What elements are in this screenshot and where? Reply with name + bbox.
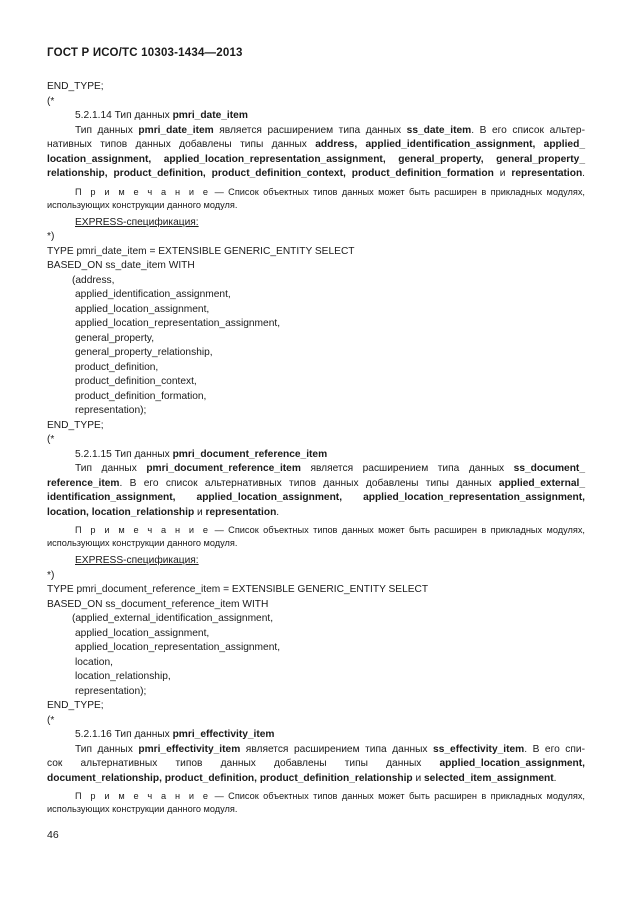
section-heading: 5.2.1.15 Тип данных pmri_document_reference_item bbox=[75, 448, 328, 460]
express-label: EXPRESS-спецификация: bbox=[75, 216, 199, 228]
section-heading: 5.2.1.14 Тип данных pmri_date_item bbox=[75, 110, 248, 121]
note: П р и м е ч а н и е — Список объектных типов данных может быть расширен в прикладных модулях, использующих конструкции данного модуля. bbox=[47, 791, 585, 814]
paragraph-line: reference_item. В его список альтернативных типов данных добавлены типы данных applied_external_ bbox=[47, 477, 585, 489]
end-type: END_TYPE; bbox=[47, 81, 104, 92]
code-based-on: BASED_ON ss_document_reference_item WITH bbox=[47, 598, 269, 610]
code-list bbox=[47, 612, 585, 699]
code-item: general_property_relationship, bbox=[75, 347, 213, 358]
code-item: general_property, bbox=[75, 332, 155, 344]
code-item: applied_location_representation_assignment, bbox=[75, 642, 281, 653]
paragraph-line: Тип данных pmri_date_item является расширением типа данных ss_date_item. В его список альтер- bbox=[75, 124, 585, 136]
code-item: product_definition_formation, bbox=[75, 390, 207, 402]
code-type: TYPE pmri_date_item = EXTENSIBLE GENERIC_ENTITY SELECT bbox=[47, 245, 355, 257]
code-item: applied_identification_assignment, bbox=[75, 289, 231, 300]
comment-open: (* bbox=[47, 714, 55, 726]
paragraph-line: Тип данных pmri_effectivity_item является расширением типа данных ss_effectivity_item. В его спи- bbox=[75, 743, 585, 755]
comment-open: (* bbox=[47, 95, 55, 107]
paragraph-line: нативных типов данных добавлены типы данных address, applied_identification_assignment, applied_ bbox=[47, 139, 585, 150]
section-heading: 5.2.1.16 Тип данных pmri_effectivity_item bbox=[75, 729, 275, 740]
paragraph-line: location_assignment, applied_location_representation_assignment, general_property, general_property_ bbox=[47, 153, 585, 165]
paragraph-line: сок альтернативных типов данных добавлены типы данных applied_location_assignment, bbox=[47, 758, 585, 769]
code-item: applied_location_assignment, bbox=[75, 627, 210, 639]
code-item: applied_location_assignment, bbox=[75, 303, 210, 315]
code-item: representation); bbox=[75, 405, 147, 416]
paragraph-line: Тип данных pmri_document_reference_item является расширением типа данных ss_document_ bbox=[75, 463, 585, 474]
page-header: ГОСТ Р ИСО/ТС 10303-1434—2013 bbox=[47, 47, 243, 59]
code-item: (address, bbox=[72, 274, 115, 286]
comment-close: *) bbox=[47, 569, 55, 581]
paragraph-line: document_relationship, product_definition, product_definition_relationship и selected_item_assignment. bbox=[47, 772, 557, 784]
note: П р и м е ч а н и е — Список объектных типов данных может быть расширен в прикладных модулях, использующих конструкции данного модуля. bbox=[47, 186, 585, 210]
note: П р и м е ч а н и е — Список объектных типов данных может быть расширен в прикладных модулях, использующих конструкции данного модуля. bbox=[47, 525, 585, 548]
paragraph-line: identification_assignment, applied_location_assignment, applied_location_representation_assignment, bbox=[47, 492, 585, 503]
code-item: (applied_external_identification_assignment, bbox=[72, 613, 274, 624]
code-item: location, bbox=[75, 656, 113, 668]
code-item: location_relationship, bbox=[75, 671, 171, 682]
code-item: product_definition, bbox=[75, 361, 159, 373]
paragraph-line: relationship, product_definition, product_definition_context, product_definition_formation и representation. bbox=[47, 168, 586, 179]
end-type: END_TYPE; bbox=[47, 700, 104, 711]
comment-close: *) bbox=[47, 231, 55, 242]
code-item: applied_location_representation_assignment, bbox=[75, 318, 281, 329]
code-item: representation); bbox=[75, 685, 147, 697]
document-body bbox=[47, 80, 585, 820]
code-based-on: BASED_ON ss_date_item WITH bbox=[47, 260, 195, 271]
paragraph-line: location, location_relationship и representation. bbox=[47, 506, 280, 518]
code-list bbox=[47, 274, 585, 419]
page-number: 46 bbox=[47, 829, 59, 841]
express-label: EXPRESS-спецификация: bbox=[75, 555, 199, 566]
comment-open: (* bbox=[47, 434, 55, 445]
end-type: END_TYPE; bbox=[47, 419, 104, 431]
code-type: TYPE pmri_document_reference_item = EXTENSIBLE GENERIC_ENTITY SELECT bbox=[47, 584, 429, 595]
code-item: product_definition_context, bbox=[75, 376, 197, 387]
